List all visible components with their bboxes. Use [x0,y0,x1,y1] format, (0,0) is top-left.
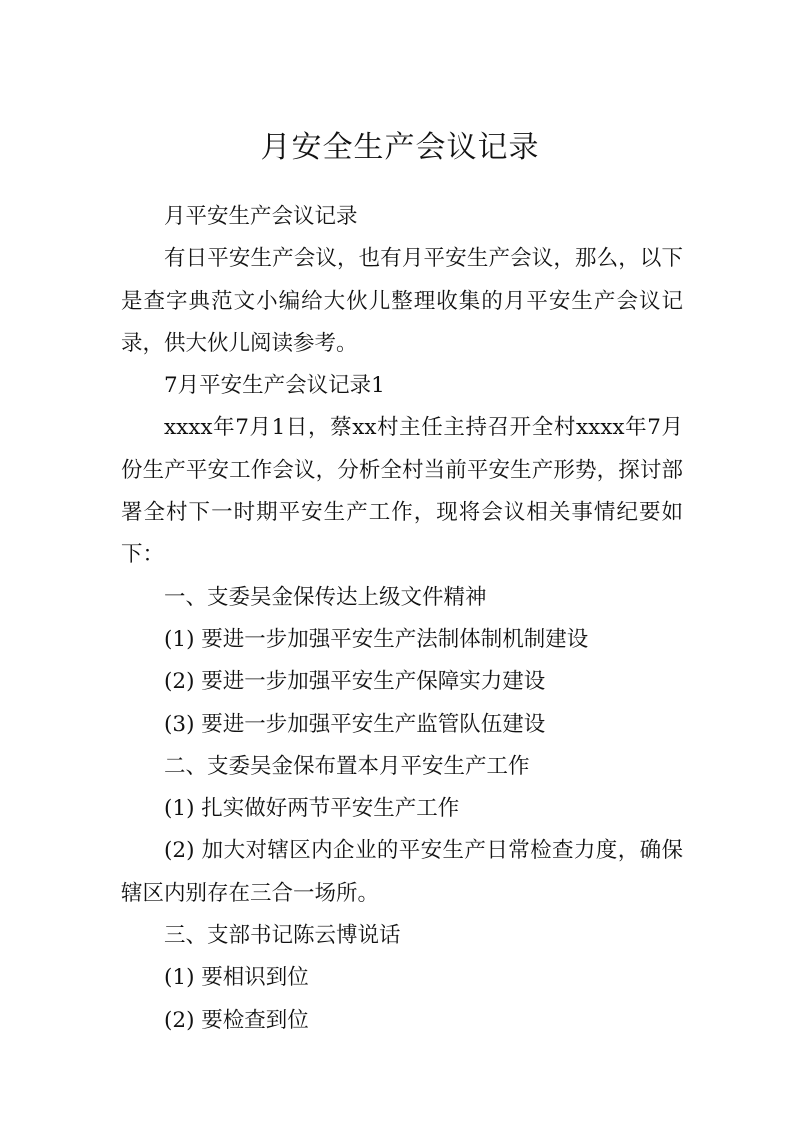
section-heading-2: 二、支委吴金保布置本月平安生产工作 [164,753,530,779]
paragraph-subtitle: 月平安生产会议记录 [164,204,358,229]
section-heading-3: 三、支部书记陈云博说话 [164,923,401,949]
paragraph-meeting-summary: xxxx年7月1日，蔡xx村主任主持召开全村xxxx年7月份生产平安工作会议，分析全村当前平安生产形势，探讨部署全村下一时期平安生产工作，现将会议相关事情纪要如下： [121,415,683,568]
list-item: (3) 要进一步加强平安生产监管队伍建设 [164,711,546,737]
section-heading-1: 一、支委吴金保传达上级文件精神 [164,584,487,610]
paragraph-record-heading: 7月平安生产会议记录1 [164,373,385,399]
list-item: (1) 扎实做好两节平安生产工作 [164,796,460,822]
list-item: (2) 加大对辖区内企业的平安生产日常检查力度，确保辖区内别存在三合一场所。 [121,838,683,906]
list-item: (2) 要进一步加强平安生产保障实力建设 [164,669,546,695]
paragraph-intro: 有日平安生产会议，也有月平安生产会议，那么，以下是查字典范文小编给大伙儿整理收集的月平安生产会议记录，供大伙儿阅读参考。 [121,246,683,356]
document-title: 月安全生产会议记录 [260,130,540,165]
list-item: (1) 要进一步加强平安生产法制体制机制建设 [164,626,589,652]
list-item: (1) 要相识到位 [164,965,309,991]
list-item: (2) 要检查到位 [164,1007,309,1033]
document-body [121,196,683,1042]
